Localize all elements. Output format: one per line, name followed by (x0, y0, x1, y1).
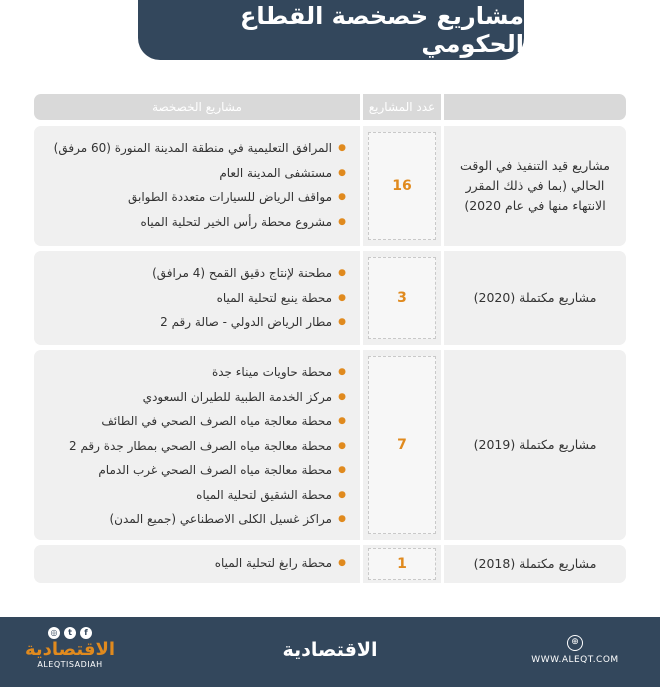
page-title: مشاريع خصخصة القطاع الحكومي (138, 0, 524, 60)
list-item: ● المرافق التعليمية في منطقة المدينة المنورة (60 مرفق) (34, 138, 346, 163)
bullet-icon: ● (338, 192, 346, 202)
bullet-icon: ● (338, 416, 346, 426)
globe-icon: ⊕ (567, 635, 583, 651)
footer-logo-english: ALEQTISADIAH (37, 660, 103, 669)
project-count-cell (363, 126, 441, 246)
twitter-icon[interactable]: t (64, 627, 76, 639)
category-label: مشاريع قيد التنفيذ في الوقت الحالي (بما في ذلك المقرر الانتهاء منها في عام 2020) (444, 126, 626, 246)
list-item: ● محطة معالجة مياه الصرف الصحي بمطار جدة رقم 2 (34, 436, 346, 461)
bullet-icon: ● (338, 465, 346, 475)
project-list (34, 553, 346, 578)
list-item: ● محطة ينبع لتحلية المياه (34, 288, 346, 313)
list-item: ● مراكز غسيل الكلى الاصطناعي (جميع المدن) (34, 509, 346, 534)
project-list (34, 263, 346, 337)
category-label: مشاريع مكتملة (2019) (444, 350, 626, 540)
project-count-cell (363, 545, 441, 583)
project-list-cell (34, 126, 360, 246)
footer-logo-center: الاقتصادية (282, 639, 378, 661)
category-label: مشاريع مكتملة (2018) (444, 545, 626, 583)
column-header-projects: مشاريع الخصخصة (34, 94, 360, 120)
bullet-icon: ● (338, 167, 346, 178)
bullet-icon: ● (338, 143, 346, 153)
bullet-icon: ● (338, 268, 346, 278)
project-count: 3 (397, 290, 407, 306)
table-row (34, 350, 626, 540)
table-row (34, 545, 626, 583)
table-row (34, 251, 626, 345)
bullet-icon: ● (338, 558, 346, 568)
list-item: ● محطة الشقيق لتحلية المياه (34, 485, 346, 510)
list-item: ● محطة حاويات ميناء جدة (34, 362, 346, 387)
list-item: ● مطار الرياض الدولي - صالة رقم 2 (34, 312, 346, 337)
bullet-icon: ● (338, 367, 346, 377)
footer-url-block (520, 635, 630, 665)
list-item: ● محطة معالجة مياه الصرف الصحي غرب الدمام (34, 460, 346, 485)
bullet-icon: ● (338, 489, 346, 500)
project-list (34, 138, 346, 236)
project-count: 16 (392, 178, 412, 194)
bullet-icon: ● (338, 216, 346, 227)
list-item: ● مشروع محطة رأس الخير لتحلية المياه (34, 212, 346, 237)
project-list-cell (34, 545, 360, 583)
project-list-cell (34, 251, 360, 345)
project-list-cell (34, 350, 360, 540)
social-icons (10, 627, 130, 639)
footer-logo-arabic: الاقتصادية (24, 639, 116, 660)
bullet-icon: ● (338, 317, 346, 327)
project-count: 7 (397, 437, 407, 453)
list-item: ● مطحنة لإنتاج دقيق القمح (4 مرافق) (34, 263, 346, 288)
bullet-icon: ● (338, 391, 346, 402)
project-count-cell (363, 350, 441, 540)
list-item: ● مستشفى المدينة العام (34, 163, 346, 188)
footer (0, 617, 660, 687)
bullet-icon: ● (338, 514, 346, 524)
bullet-icon: ● (338, 292, 346, 303)
list-item: ● مواقف الرياض للسيارات متعددة الطوابق (34, 187, 346, 212)
website-link[interactable]: WWW.ALEQT.COM (531, 655, 619, 665)
column-header-category (444, 94, 626, 120)
column-header-count: عدد المشاريع (363, 94, 441, 120)
instagram-icon[interactable]: ◎ (48, 627, 60, 639)
facebook-icon[interactable]: f (80, 627, 92, 639)
footer-brand-block (10, 627, 130, 669)
project-count-cell (363, 251, 441, 345)
list-item: ● مركز الخدمة الطبية للطيران السعودي (34, 387, 346, 412)
bullet-icon: ● (338, 440, 346, 451)
project-list (34, 362, 346, 534)
list-item: ● محطة معالجة مياه الصرف الصحي في الطائف (34, 411, 346, 436)
table-row (34, 126, 626, 246)
category-label: مشاريع مكتملة (2020) (444, 251, 626, 345)
project-count: 1 (397, 556, 407, 572)
list-item: ● محطة رابغ لتحلية المياه (34, 553, 346, 578)
